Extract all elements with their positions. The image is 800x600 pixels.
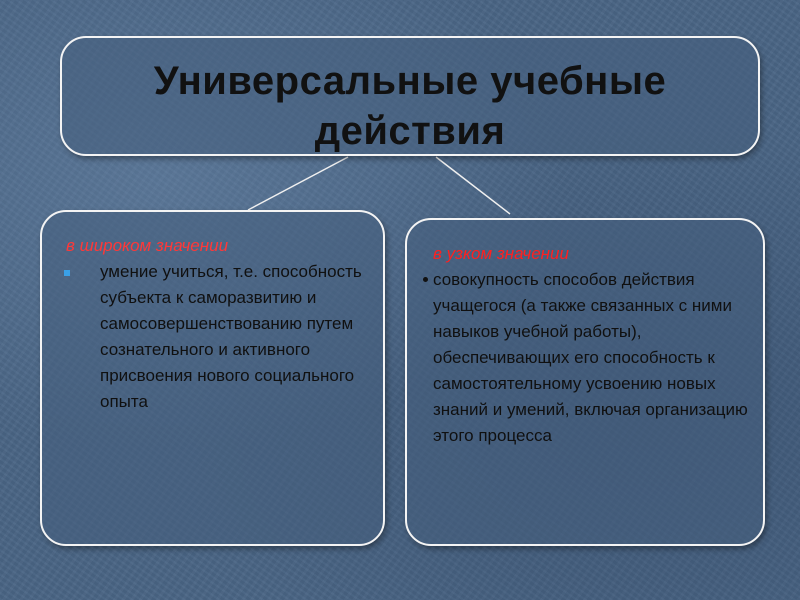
connector-right	[436, 157, 510, 214]
narrow-meaning-text: совокупность способов действия учащегося (а также связанных с ними навыков учебной работы), обеспечивающих его способность к самостоятельному усвоению новых знаний и умений, включая организацию этого процесса	[433, 270, 748, 445]
square-bullet-icon	[64, 270, 70, 276]
connector-left	[248, 157, 348, 210]
title-box	[60, 36, 760, 156]
diagram-title: Универсальные учебные действия	[153, 59, 667, 153]
broad-meaning-box	[40, 210, 385, 546]
broad-meaning-text: умение учиться, т.е. способность субъекта к саморазвитию и самосовершенствованию путем сознательного и активного присвоения нового социального опыта	[100, 262, 362, 411]
narrow-meaning-box	[405, 218, 765, 546]
narrow-meaning-heading: в узком значении	[433, 244, 569, 263]
dot-bullet-icon	[423, 277, 428, 282]
broad-meaning-heading: в широком значении	[66, 236, 229, 255]
